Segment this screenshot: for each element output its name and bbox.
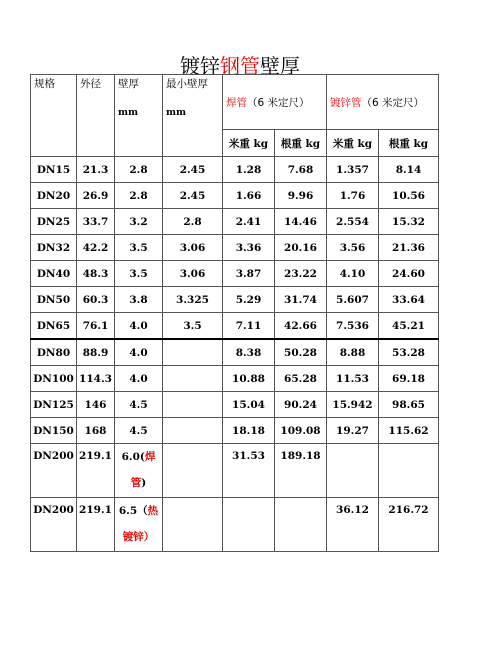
table-row	[31, 235, 439, 261]
table-row	[31, 418, 439, 444]
cell-wall: 2.8	[115, 183, 163, 209]
cell-g_p: 8.14	[379, 157, 439, 183]
header-welded-weight-per-m: 米重 kg	[223, 130, 275, 157]
table-row	[31, 366, 439, 392]
cell-g_p: 69.18	[379, 366, 439, 392]
cell-w_p: 7.68	[275, 157, 327, 183]
cell-wall: 3.5	[115, 235, 163, 261]
cell-min: 2.45	[163, 183, 223, 209]
cell-min	[163, 418, 223, 444]
cell-w_p: 42.66	[275, 313, 327, 340]
header-min-wall: 最小壁厚 mm	[163, 75, 223, 157]
header-welded-group: 焊管（6 米定尺）	[223, 75, 327, 130]
header-galv-weight-per-pipe: 根重 kg	[379, 130, 439, 157]
cell-w_m: 7.11	[223, 313, 275, 340]
cell-spec: DN125	[31, 392, 77, 418]
cell-min: 3.06	[163, 261, 223, 287]
cell-g_m: 15.942	[327, 392, 379, 418]
cell-spec: DN150	[31, 418, 77, 444]
cell-od: 76.1	[77, 313, 115, 340]
cell-w_m: 1.28	[223, 157, 275, 183]
table-row	[31, 157, 439, 183]
cell-spec: DN15	[31, 157, 77, 183]
cell-min: 3.06	[163, 235, 223, 261]
cell-w_p: 109.08	[275, 418, 327, 444]
cell-wall: 4.5	[115, 392, 163, 418]
cell-od: 21.3	[77, 157, 115, 183]
pipe-spec-table	[30, 74, 439, 552]
header-od: 外径	[77, 75, 115, 157]
cell-w_m: 10.88	[223, 366, 275, 392]
cell-min: 2.8	[163, 209, 223, 235]
cell-wall: 3.8	[115, 287, 163, 313]
cell-spec: DN80	[31, 339, 77, 366]
table-row	[31, 183, 439, 209]
header-galvanized-group: 镀锌管（6 米定尺）	[327, 75, 439, 130]
table-row	[31, 261, 439, 287]
cell-od: 42.2	[77, 235, 115, 261]
cell-g_m: 7.536	[327, 313, 379, 340]
cell-g_p: 98.65	[379, 392, 439, 418]
cell-od: 33.7	[77, 209, 115, 235]
table-row	[31, 287, 439, 313]
cell-g_m: 1.357	[327, 157, 379, 183]
cell-w_m: 5.29	[223, 287, 275, 313]
cell-g_m: 4.10	[327, 261, 379, 287]
cell-wall: 2.8	[115, 157, 163, 183]
cell-w_p: 31.74	[275, 287, 327, 313]
cell-wall: 3.2	[115, 209, 163, 235]
cell-min	[163, 366, 223, 392]
table-row	[31, 339, 439, 366]
cell-w_m: 2.41	[223, 209, 275, 235]
cell-w_p: 90.24	[275, 392, 327, 418]
cell-wall: 4.5	[115, 418, 163, 444]
header-welded-weight-per-pipe: 根重 kg	[275, 130, 327, 157]
cell-min: 3.5	[163, 313, 223, 340]
cell-spec: DN40	[31, 261, 77, 287]
cell-g_m: 5.607	[327, 287, 379, 313]
cell-g_p: 115.62	[379, 418, 439, 444]
cell-od: 48.3	[77, 261, 115, 287]
cell-spec: DN32	[31, 235, 77, 261]
header-spec: 规格	[31, 75, 77, 157]
cell-od: 114.3	[77, 366, 115, 392]
cell-wall: 4.0	[115, 313, 163, 340]
wall-cell-galvanized: 6.5（热 镀锌）	[115, 498, 163, 552]
cell-g_m: 3.56	[327, 235, 379, 261]
cell-min	[163, 392, 223, 418]
cell-g_m: 19.27	[327, 418, 379, 444]
cell-w_p: 20.16	[275, 235, 327, 261]
cell-wall: 4.0	[115, 366, 163, 392]
cell-min: 3.325	[163, 287, 223, 313]
table-row	[31, 209, 439, 235]
cell-g_m: 11.53	[327, 366, 379, 392]
cell-min	[163, 339, 223, 366]
header-wall: 壁厚 mm	[115, 75, 163, 157]
cell-od: 60.3	[77, 287, 115, 313]
table-row	[31, 313, 439, 340]
cell-od: 168	[77, 418, 115, 444]
cell-w_p: 65.28	[275, 366, 327, 392]
cell-od: 26.9	[77, 183, 115, 209]
cell-min: 2.45	[163, 157, 223, 183]
cell-od: 146	[77, 392, 115, 418]
cell-w_m: 3.87	[223, 261, 275, 287]
cell-g_m: 2.554	[327, 209, 379, 235]
cell-od: 88.9	[77, 339, 115, 366]
cell-spec: DN20	[31, 183, 77, 209]
title-part3: 壁厚	[260, 54, 300, 78]
cell-g_p: 53.28	[379, 339, 439, 366]
cell-w_m: 8.38	[223, 339, 275, 366]
cell-g_m: 1.76	[327, 183, 379, 209]
table-row: DN200 219.1 6.5（热 镀锌） 36.12 216.72	[31, 498, 439, 552]
table-row: DN200 219.1 6.0(焊 管) 31.53 189.18	[31, 444, 439, 498]
cell-w_p: 23.22	[275, 261, 327, 287]
cell-wall: 4.0	[115, 339, 163, 366]
cell-g_m: 8.88	[327, 339, 379, 366]
cell-w_m: 3.36	[223, 235, 275, 261]
cell-wall: 3.5	[115, 261, 163, 287]
cell-g_p: 45.21	[379, 313, 439, 340]
cell-g_p: 33.64	[379, 287, 439, 313]
title-part2: 钢管	[220, 54, 260, 78]
cell-w_p: 14.46	[275, 209, 327, 235]
wall-cell-welded: 6.0(焊 管)	[115, 444, 163, 498]
cell-spec: DN25	[31, 209, 77, 235]
cell-w_m: 15.04	[223, 392, 275, 418]
title-part1: 镀锌	[180, 54, 220, 78]
cell-spec: DN100	[31, 366, 77, 392]
cell-spec: DN65	[31, 313, 77, 340]
cell-spec: DN50	[31, 287, 77, 313]
cell-w_m: 18.18	[223, 418, 275, 444]
table-row	[31, 392, 439, 418]
cell-g_p: 10.56	[379, 183, 439, 209]
cell-w_p: 9.96	[275, 183, 327, 209]
header-galv-weight-per-m: 米重 kg	[327, 130, 379, 157]
cell-g_p: 21.36	[379, 235, 439, 261]
cell-g_p: 15.32	[379, 209, 439, 235]
cell-w_p: 50.28	[275, 339, 327, 366]
cell-w_m: 1.66	[223, 183, 275, 209]
cell-g_p: 24.60	[379, 261, 439, 287]
